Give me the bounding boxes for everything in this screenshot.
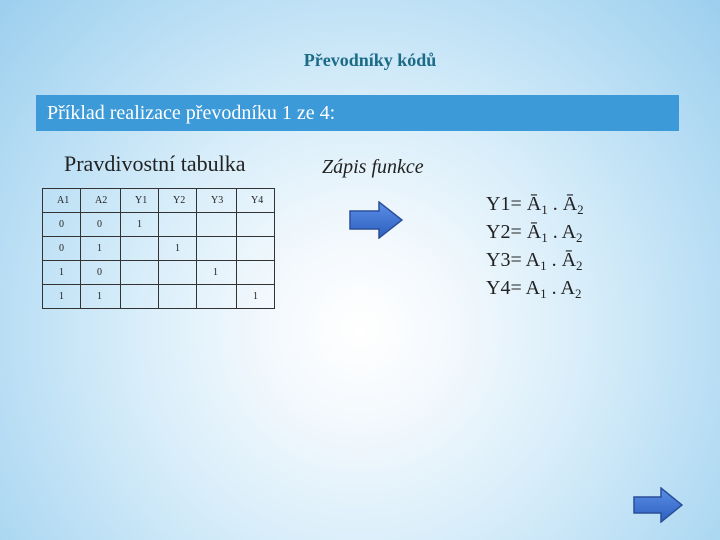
table-cell: 1	[237, 285, 275, 309]
table-cell: 1	[159, 237, 197, 261]
table-header-cell: Y4	[237, 189, 275, 213]
truth-table	[42, 188, 275, 309]
table-header-cell: A2	[81, 189, 121, 213]
table-header-cell: A1	[43, 189, 81, 213]
table-cell	[237, 213, 275, 237]
equation-line: $Y2= Ā_1$ . $A_2$	[486, 221, 583, 245]
table-cell: 0	[43, 237, 81, 261]
table-cell: 1	[43, 285, 81, 309]
right-arrow-icon	[349, 201, 403, 239]
equation-line: $Y1= Ā_1$ . $Ā_2$	[486, 193, 584, 217]
equation-line: $Y4= A_1$ . $A_2$	[486, 277, 582, 301]
table-cell	[121, 285, 159, 309]
table-cell	[121, 261, 159, 285]
equation-line: $Y3= A_1$ . $Ā_2$	[486, 249, 583, 273]
table-header-row	[43, 189, 275, 213]
table-header-cell: Y2	[159, 189, 197, 213]
table-cell	[237, 261, 275, 285]
next-slide-arrow-icon[interactable]	[633, 487, 683, 523]
equations	[486, 190, 584, 302]
table-cell: 0	[81, 261, 121, 285]
table-row	[43, 237, 275, 261]
table-cell: 1	[197, 261, 237, 285]
function-heading: Zápis funkce	[322, 156, 424, 178]
table-cell	[121, 237, 159, 261]
table-cell: 1	[43, 261, 81, 285]
table-cell	[197, 237, 237, 261]
table-header-cell: Y1	[121, 189, 159, 213]
table-cell: 1	[81, 285, 121, 309]
table-cell: 1	[121, 213, 159, 237]
table-cell	[197, 213, 237, 237]
table-row	[43, 261, 275, 285]
table-row	[43, 285, 275, 309]
table-cell	[159, 213, 197, 237]
table-row	[43, 213, 275, 237]
table-cell	[159, 261, 197, 285]
table-cell: 1	[81, 237, 121, 261]
table-header-cell: Y3	[197, 189, 237, 213]
subtitle-bar: Příklad realizace převodníku 1 ze 4:	[36, 95, 679, 131]
table-cell	[197, 285, 237, 309]
table-cell	[237, 237, 275, 261]
truth-table-heading: Pravdivostní tabulka	[64, 151, 246, 176]
table-cell: 0	[81, 213, 121, 237]
slide-title: Převodníky kódů	[303, 50, 437, 70]
table-cell	[159, 285, 197, 309]
table-cell: 0	[43, 213, 81, 237]
